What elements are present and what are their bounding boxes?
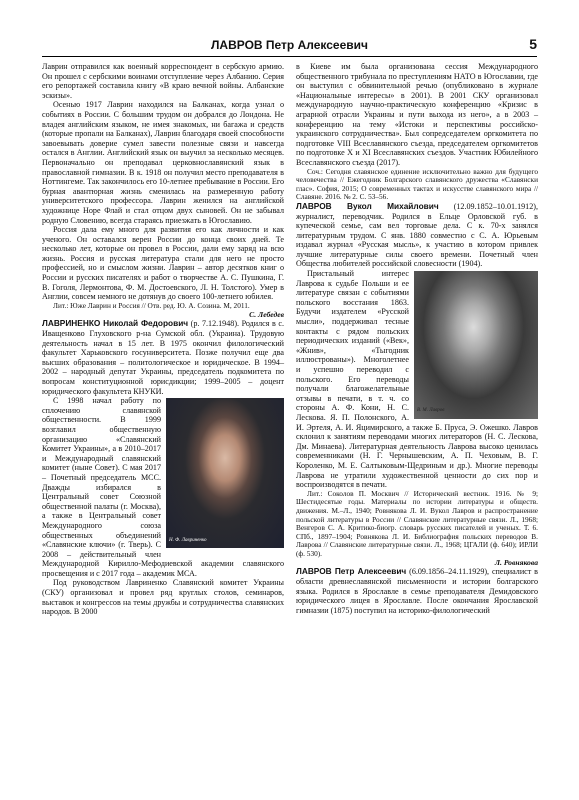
paragraph: Под руководством Лавриненко Славянский комитет Украины (СКУ) организовал и провел ряд круглых столов, семинаров, выставок и конгрессов на темы дружбы и сотрудничества славянских народов. В 2000	[42, 578, 284, 617]
entry-lavrov-petr	[296, 567, 538, 615]
entry-heading: ЛАВРИНЕНКО Николай Федорович	[42, 318, 189, 329]
entry-heading: ЛАВРОВ Вукол Михайлович	[296, 200, 439, 211]
literature-note: Лит.: Соколов П. Москвич // Исторический вестник. 1916. № 9; Шестидесятые годы. Материалы по истории литературы и обществ. движения. М.–Л., 1940; Ровнякова Л. И. Вукол Лавров и распространение польской литературы в России // Славянские литературные связи. Л., 1968; Венгеров С. А. Критико-биогр. словарь русских писателей и ученых. Т. 6. СПб., 1897–1904; Ровнякова Л. И. Библиография польских переводов В. Лаврова // Славянские литературные связи. Л., 1968; ЦГАЛИ (ф. 640); ИРЛИ (ф. 530).	[296, 488, 538, 558]
entry-heading: ЛАВРОВ Петр Алексеевич	[296, 566, 407, 577]
running-header	[42, 38, 537, 57]
paragraph: в Киеве им была организована сессия Международного общественного трибунала по преступлениям НАТО в Югославии, где он выступил с обвинительной речью (опубликовано в журнале «Национальные интересы» в 2001). В 2001 СКУ организовал международную научно-практическую конференцию «Кризис в аграрной отрасли Украины и пути выхода из него», а в 2003 – конференцию на тему «Истоки и перспективы российско-украинского сотрудничества». Был сопредседателем оргкомитета по подготовке VIII Всеславянского съезда, председателем оргкомитетов по подготовке X и XI Всеславянских съездов. Участник Юбилейного Всеславянского съезда (2017).	[296, 62, 538, 167]
paragraph: Россия дала ему много для развития его как личности и как ученого. Он оставался верен России до конца своих дней. Те несколько лет, которые он провел в России, дали ему заряд на всю жизнь. Россия и русская литература стали для него не просто профессией, но и смыслом жизни. Лаврин – автор десятков книг о России и русских писателях и работ о творчестве А. С. Пушкина, Г. В. Гоголя, Лермонтова, Ф. М. Достоевского, Л. Н. Толстого). Умер в Англии, совсем немного не дотянув до своего 100-летнего юбилея.	[42, 225, 284, 302]
paragraph: Лаврин отправился как военный корреспондент в сербскую армию. Он прошел с сербскими воинами отступление через Албанию. Серия его репортажей составила книгу «В краю вечной войны. Албанские эскизы».	[42, 62, 284, 100]
entry-text: (12.09.1852–10.01.1912), журналист, переводчик. Родился в Ельце Орловской губ. в купеческой семье, сам вел торговые дела. С к. 70-х занялся литературным трудом. С янв. 1880 совместно с С. А. Юрьевым издавал журнал «Русская мысль», к участию в котором привлек лучшие литературные силы своего времени. Почетный член Общества любителей российской словесности (1904).	[296, 201, 538, 269]
portrait-photo	[414, 271, 538, 419]
literature-note: Лит.: Юже Лаврин и Россия // Отв. ред. Ю. А. Созина. М, 2011.	[53, 300, 250, 310]
portrait-photo	[166, 398, 284, 548]
paragraph: С 1998 начал работу по сплочению славянской общественности. В 1999 возглавил общественную организацию «Славянский Комитет Украины», а в 2010–2017 и Международный славянский комитет (ныне Совет). С мая 2017 – Почетный председатель МСС. Дважды избирался в Центральный совет Союзной общественной палаты (г. Москва), а также в Центральный совет Международного союза общественных объединений «Славянские ключи» (г. Тверь). С 2008 – действительный член Международной Кирилло-Мефодиевской академии славянского просвещения и с 2017 года – академик МСА.	[42, 396, 284, 578]
photo-caption: В. М. Лавров	[417, 408, 445, 414]
photo-caption: Н. Ф. Лавриненко	[169, 537, 207, 543]
right-column	[296, 62, 538, 615]
author-signature: С. Лебедев	[249, 310, 284, 320]
left-column	[42, 62, 284, 617]
entry-text: (р. 7.12.1948). Родился в с. Иващенково Глуховского р-на Сумской обл. (Украина). Трудовую деятельность начал в 15 лет. В 1975 окончил филологический факультет Харьковского госуниверситета. Позже получил еще два высших образования – политологическое и юридическое. В 1994–2002 – народный депутат Украины, председатель подкомитета по вопросам конституционной юрисдикции; 1999–2005 – доцент юридического факультета КНУКИ.	[42, 319, 284, 396]
author-signature: Л. Ровнякова	[494, 558, 538, 568]
paragraph: Осенью 1917 Лаврин находился на Балканах, когда узнал о событиях в России. С большим трудом он добрался до Лондона. Не владея английским языком, не имея знакомых, ни багажа и средств (которые пропали на Балканах), Лаврин благодаря своей способности завоевывать доверие сумел завести полезные связи и навсегда остался в Англии. Английский язык он выучил за несколько месяцев. Первоначально он преподавал церковнославянский язык в православной гимназии. В к. 1918 он получил место преподавателя в Ноттингеме. Так закончилось его 10-летнее пребывание в России. Его бурная авантюрная жизнь сменилась на размеренную работу университетского профессора. Лаврин женился на английской художнице Норе Флай и стал отцом двух сыновей. Он не забывал родную Словению, всегда стараясь приезжать в Югославию.	[42, 100, 284, 225]
entry-lavrov-vukol	[296, 202, 538, 269]
header-title: ЛАВРОВ Петр Алексеевич	[210, 38, 368, 52]
entry-text: (6.09.1856–24.11.1929), специалист в области древнеславянской письменности и истории болгарского языка. Родился в Ярославле в семье преподавателя Демидовского юридического лицея в Ярославле. После окончания Ярославской гимназии (1875) поступил на историко-филологический	[296, 567, 538, 615]
entry-lavrinenko	[42, 319, 284, 396]
paragraph: Пристальный интерес Лаврова к судьбе Польши и ее литературе связан с событиями польского восстания 1863. Будучи издателем «Русской мысли», поддерживал тесные контакты с рядом польских периодических изданий («Век», «Жнив», «Тыгодник иллюстрованы»). Многолетнее и успешно переводил с польского. Его переводы получали благожелательные отзывы в печати, в т. ч. со стороны А. Ф. Кони, Н. С. Лескова. Я. П. Полонского, А. И. Эртеля, А. И. Яцимирского, а также Б. Пруса, Э. Ожешко. Лавров склонил к занятиям переводами многих литераторов (Н. С. Лескова, Дм. Минаева). Литературная деятельность Лаврова высоко ценилась современниками (Н. Г. Чернышевским, А. П. Чеховым, В. Г. Короленко, М. Е. Салтыковым-Щедриным и др.). Многие переводы Лаврова не утратили художественной ценности до сих пор и воспроизводятся в печати.	[296, 269, 538, 490]
works-note: Соч.: Сегодня славянское единение исключительно важно для будущего человечества // Ежегодник Болгарского славянского дружества «Славянски глас». София, 2015; О современных тактах и искусстве славянского мира // Славяне. 2016. № 2. С. 53–56.	[296, 166, 538, 202]
page-number: 5	[529, 36, 537, 52]
